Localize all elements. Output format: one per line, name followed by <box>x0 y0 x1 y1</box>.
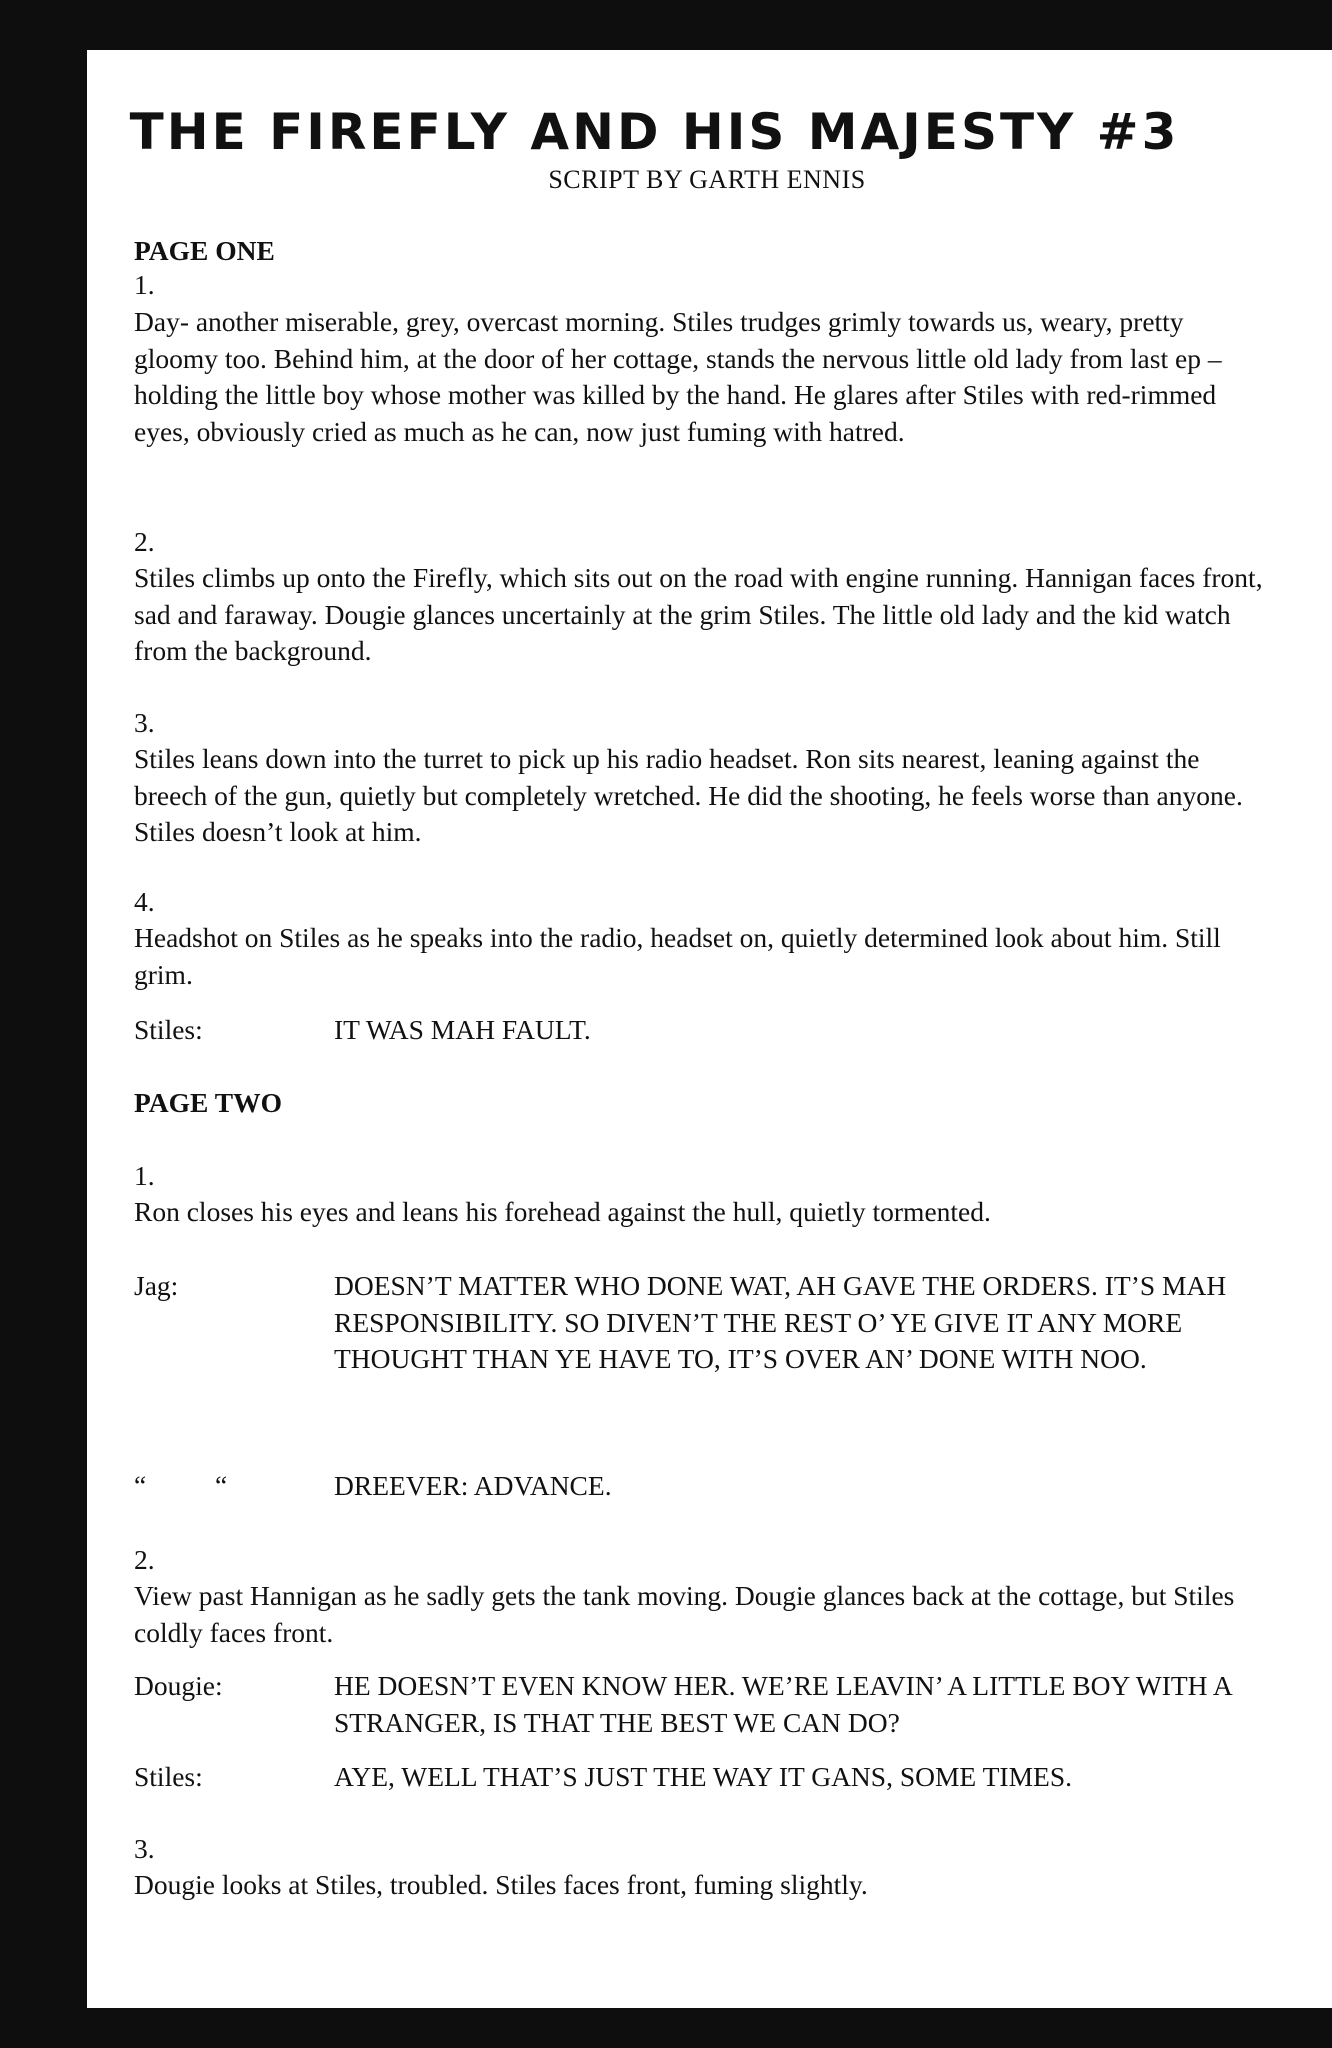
page-title: THE FIREFLY AND HIS MAJESTY #3 <box>129 103 1180 161</box>
script-credit: SCRIPT BY GARTH ENNIS <box>548 165 866 194</box>
script-page <box>87 50 1332 2008</box>
panel-number: 2. <box>134 1544 155 1575</box>
dialogue-text: DOESN’T MATTER WHO DONE WAT, AH GAVE THE ORDERS. IT’S MAH RESPONSIBILITY. SO DIVEN’T THE REST O’ YE GIVE IT ANY MORE THOUGHT THAN YE HAVE TO, IT’S OVER AN’ DONE WITH NOO. <box>334 1270 1227 1374</box>
dialogue-speaker: Stiles: <box>134 1761 203 1792</box>
panel-description: Stiles climbs up onto the Firefly, which sits out on the road with engine running. Hannigan faces front, sad and faraway. Dougie glances uncertainly at the grim Stiles. The little old lady and the kid watch from the background. <box>134 562 1263 666</box>
page-one-heading: PAGE ONE <box>134 235 275 266</box>
panel-number: 4. <box>134 886 155 917</box>
panel-number: 3. <box>134 707 155 738</box>
panel-description: Ron closes his eyes and leans his forehead against the hull, quietly tormented. <box>134 1196 991 1227</box>
panel-description: Day- another miserable, grey, overcast morning. Stiles trudges grimly towards us, weary, pretty gloomy too. Behind him, at the door of her cottage, stands the nervous little old lady from last ep – holding the little boy whose mother was killed by the hand. He glares after Stiles with red-rimmed eyes, obviously cried as much as he can, now just fuming with hatred. <box>134 306 1222 447</box>
dialogue-speaker: “ “ <box>134 1470 228 1501</box>
panel-description: Dougie looks at Stiles, troubled. Stiles faces front, fuming slightly. <box>134 1869 868 1900</box>
panel-description: Headshot on Stiles as he speaks into the radio, headset on, quietly determined look about him. Still grim. <box>134 922 1221 990</box>
dialogue-text: HE DOESN’T EVEN KNOW HER. WE’RE LEAVIN’ A LITTLE BOY WITH A STRANGER, IS THAT THE BEST WE CAN DO? <box>334 1670 1232 1738</box>
panel-number: 1. <box>134 1160 155 1191</box>
dialogue-speaker: Jag: <box>134 1270 179 1301</box>
dialogue-text: AYE, WELL THAT’S JUST THE WAY IT GANS, SOME TIMES. <box>334 1761 1072 1792</box>
page-two-heading: PAGE TWO <box>134 1087 282 1118</box>
panel-number: 1. <box>134 269 155 300</box>
dialogue-speaker: Dougie: <box>134 1670 223 1701</box>
dialogue-speaker: Stiles: <box>134 1014 203 1045</box>
panel-description: Stiles leans down into the turret to pick up his radio headset. Ron sits nearest, leaning against the breech of the gun, quietly but completely wretched. He did the shooting, he feels worse than anyone. Stiles doesn’t look at him. <box>134 743 1243 847</box>
panel-number: 2. <box>134 526 155 557</box>
dialogue-text: IT WAS MAH FAULT. <box>334 1014 591 1045</box>
dialogue-text: DREEVER: ADVANCE. <box>334 1470 612 1501</box>
panel-number: 3. <box>134 1833 155 1864</box>
panel-description: View past Hannigan as he sadly gets the tank moving. Dougie glances back at the cottage, but Stiles coldly faces front. <box>134 1580 1235 1648</box>
